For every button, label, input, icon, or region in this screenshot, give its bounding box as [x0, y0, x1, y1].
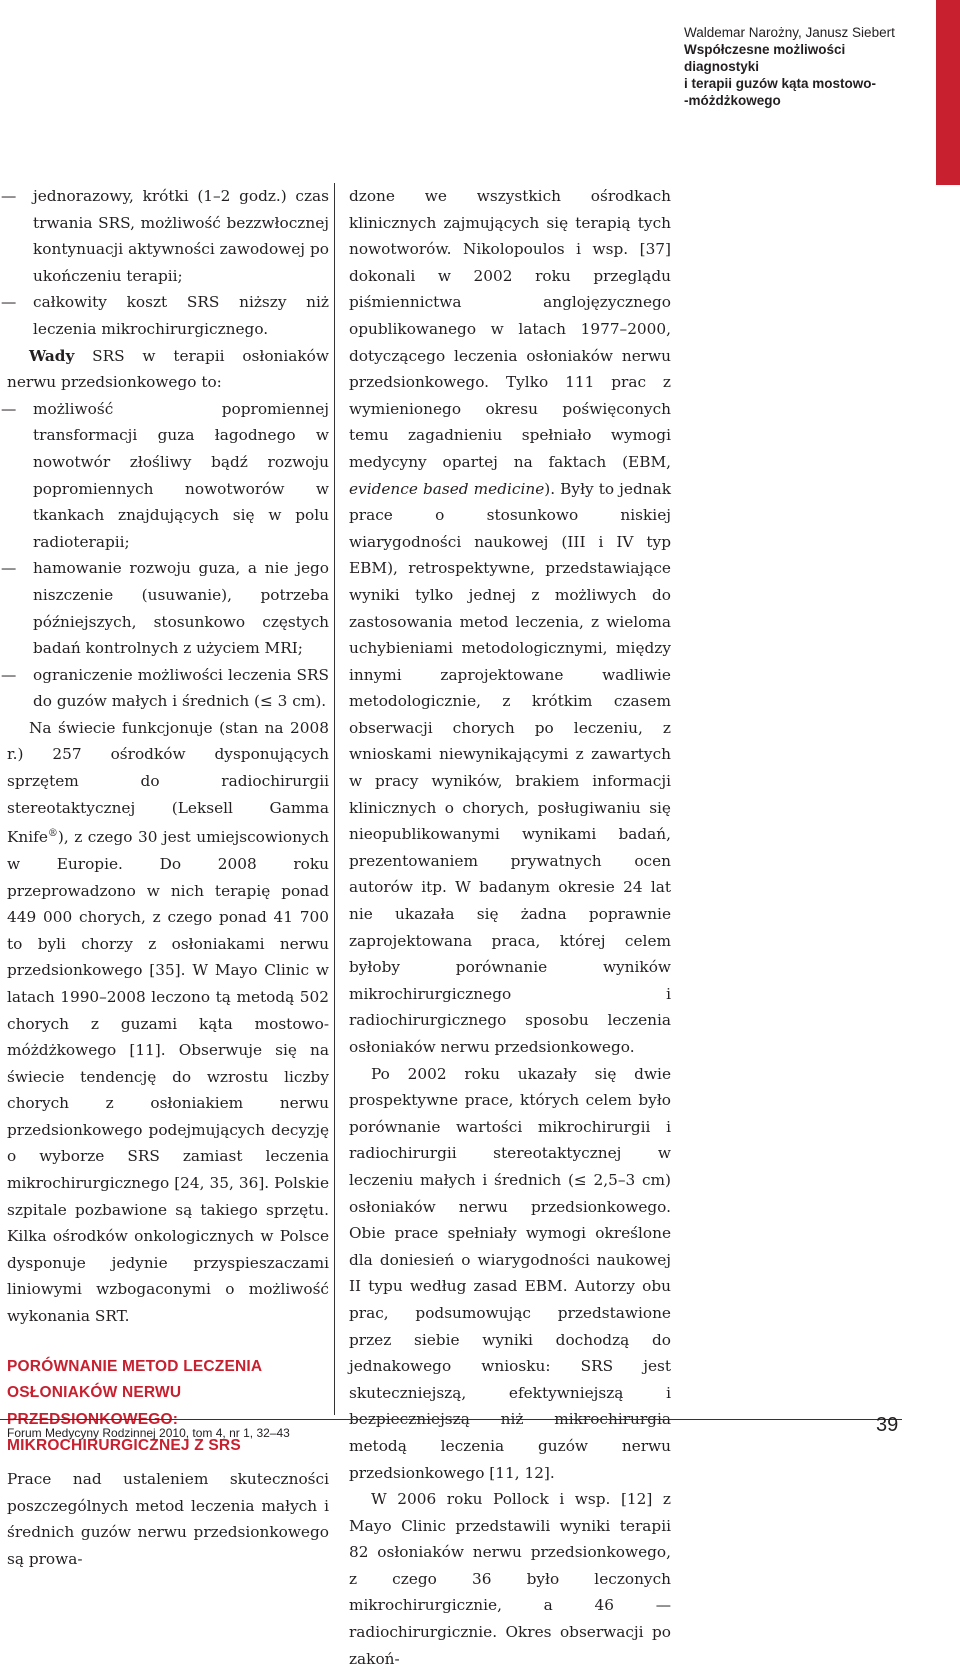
header-authors: Waldemar Narożny, Janusz Siebert: [684, 25, 895, 40]
paragraph-comparison-intro: Prace nad ustaleniem skuteczności poszczególnych metod leczenia małych i średnich guzów nerwu przedsionkowego są prowa-: [7, 1470, 329, 1568]
footer-journal: Forum Medycyny Rodzinnej 2010, tom 4, nr 1, 32–43: [7, 1426, 290, 1440]
bullet-item: — całkowity koszt SRS niższy niż leczenia mikrochirurgicznego.: [7, 289, 329, 342]
page-number: 39: [876, 1414, 899, 1436]
paragraph-pollock: W 2006 roku Pollock i wsp. [12] z Mayo Clinic przedstawili wyniki terapii 82 osłoniaków nerwu przedsionkowego, z czego 36 było leczonych mikrochirurgicznie, a 46 — radiochirurgicznie. Okres obserwacji po zakoń-: [349, 1490, 671, 1668]
running-header: [684, 24, 924, 109]
paragraph-world-centers: [7, 715, 329, 1330]
wady-bold: Wady: [29, 346, 75, 365]
wady-rest: SRS w terapii osłoniaków nerwu przedsionkowego to:: [7, 346, 329, 392]
registered-mark: ®: [47, 828, 58, 840]
italic-term: evidence based medicine: [349, 479, 545, 498]
section-heading-line-3: MIKROCHIRURGICZNEJ Z SRS: [7, 1437, 241, 1455]
section-heading: [7, 1354, 329, 1460]
header-title-line-1: Współczesne możliwości diagnostyki: [684, 42, 846, 74]
paragraph-nikolopoulos: [349, 183, 671, 1061]
paragraph-text: ). Były to jednak prace o stosunkowo niskiej wiarygodności naukowej (III i IV typ EBM), retrospektywne, przedstawiające wyniki tylko jednej z możliwych do zastosowania metod leczenia, z wieloma uchybieniami metodologicznymi, między innymi zaprojektowane wadliwie metodologicznie, z krótkim czasem obserwacji chorych po leczeniu, z wnioskami niewynikającymi z zawartych w pracy wyników, brakiem informacji klinicznych o chorych, posługiwaniu się nieopublikowanymi wynikami badań, prezentowaniem prywatnych ocen autorów itp. W badanym okresie 24 lat nie ukazała się żadna poprawnie zaprojektowana praca, której celem byłoby porównanie wyników mikrochirurgicznego i radiochirurgicznego sposobu leczenia osłoniaków nerwu przedsionkowego.: [349, 479, 672, 1056]
column-divider: [334, 183, 335, 1415]
right-column: [349, 183, 671, 1672]
left-column: [7, 183, 329, 1572]
footer-rule: [0, 1419, 902, 1420]
paragraph-text: dzone we wszystkich ośrodkach klinicznych zajmujących się terapią tych nowotworów. Nikolopoulos i wsp. [37] dokonali w 2002 roku przeglądu piśmiennictwa anglojęzycznego opublikowanego w latach 1977–2000, dotyczącego leczenia osłoniaków nerwu przedsionkowego. Tylko 111 prac z wymienionego okresu poświęconych temu zagadnieniu spełniało wymogi medycyny opartej na faktach (EBM,: [349, 187, 671, 471]
bullet-item: — jednorazowy, krótki (1–2 godz.) czas trwania SRS, możliwość bezzwłocznej kontynuacji aktywności zawodowej po ukończeniu terapii;: [7, 183, 329, 289]
paragraph-text: ), z czego 30 jest umiejscowionych w Europie. Do 2008 roku przeprowadzono w nich terapię ponad 449 000 chorych, z czego ponad 41 700 to byli chorzy z osłoniakami nerwu przedsionkowego [35]. W Mayo Clinic w latach 1990–2008 leczono tą metodą 502 chorych z guzami kąta mostowo-móżdżkowego [11]. Obserwuje się na świecie tendencję do wzrostu liczby chorych z osłoniakiem nerwu przedsionkowego podejmujących decyzję o wyborze SRS zamiast leczenia mikrochirurgicznego [24, 35, 36]. Polskie szpitale pozbawione są takiego sprzętu. Kilka ośrodków onkologicznych w Polsce dysponuje jedynie przyspieszaczami liniowymi wzbogaconymi o możliwość wykonania SRT.: [7, 828, 329, 1326]
paragraph-text: Na świecie funkcjonuje (stan na 2008 r.) 257 ośrodków dysponujących sprzętem do radiochirurgii stereotaktycznej (Leksell Gamma Knife: [7, 718, 329, 847]
section-heading-line-2: OSŁONIAKÓW NERWU PRZEDSIONKOWEGO:: [7, 1384, 182, 1428]
section-heading-line-1: PORÓWNANIE METOD LECZENIA: [7, 1357, 263, 1375]
red-corner-tab: [936, 0, 960, 185]
header-title-line-2: i terapii guzów kąta mostowo-: [684, 76, 877, 91]
bullet-item: — ograniczenie możliwości leczenia SRS do guzów małych i średnich (≤ 3 cm).: [7, 662, 329, 715]
wady-intro: [7, 343, 329, 396]
header-title-line-3: -móżdżkowego: [684, 93, 781, 108]
bullet-item: — możliwość popromiennej transformacji guza łagodnego w nowotwór złośliwy bądź rozwoju popromiennych nowotworów w tkankach znajdujących się w polu radioterapii;: [7, 396, 329, 556]
bullet-item: — hamowanie rozwoju guza, a nie jego niszczenie (usuwanie), potrzeba późniejszych, stosunkowo częstych badań kontrolnych z użyciem MRI;: [7, 555, 329, 661]
paragraph-prospective: Po 2002 roku ukazały się dwie prospektywne prace, których celem było porównanie wartości mikrochirurgii i radiochirurgii stereotaktycznej w leczeniu małych i średnich (≤ 2,5–3 cm) osłoniaków nerwu przedsionkowego. Obie prace spełniały wymogi określone dla doniesień o wiarygodności naukowej II typu według zasad EBM. Autorzy obu prac, podsumowując przedstawione przez siebie wyniki dochodzą do jednakowego wniosku: SRS jest skuteczniejszą, efektywniejszą i bezpieczniejszą niż mikrochirurgia metodą leczenia guzów nerwu przedsionkowego [11, 12].: [349, 1064, 671, 1482]
